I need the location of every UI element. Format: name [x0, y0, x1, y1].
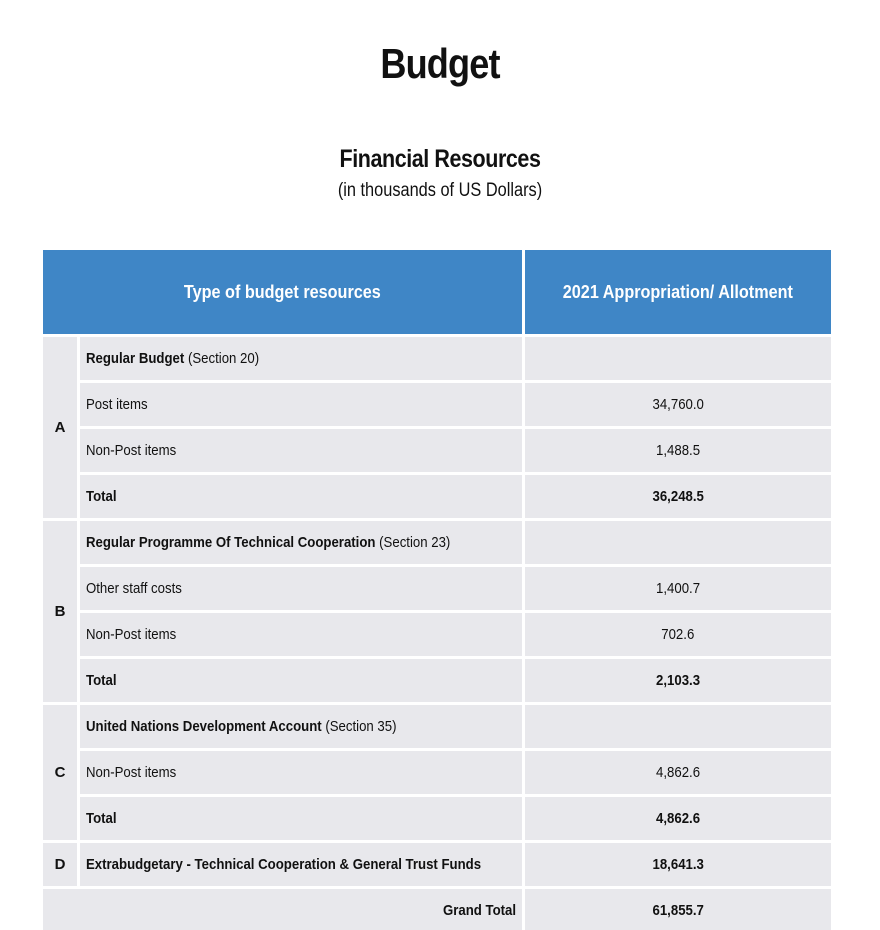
value-cell	[524, 336, 833, 382]
subtitle: (in thousands of US Dollars)	[337, 180, 543, 201]
table-row	[42, 428, 833, 474]
grand-total-label: Grand Total	[42, 888, 524, 930]
row-label: Non-Post items	[79, 750, 524, 796]
total-value: 2,103.3	[524, 658, 833, 704]
table-row-total	[42, 658, 833, 704]
group-heading: United Nations Development Account (Section 35)	[79, 704, 524, 750]
total-label: Total	[79, 474, 524, 520]
budget-table	[40, 247, 834, 930]
grand-total-value: 61,855.7	[524, 888, 833, 930]
value-cell: 702.6	[524, 612, 833, 658]
extrabudgetary-label: Extrabudgetary - Technical Cooperation & General Trust Funds	[79, 842, 524, 888]
value-cell	[524, 704, 833, 750]
table-row-grand-total	[42, 888, 833, 930]
table-row	[42, 750, 833, 796]
page-title: Budget	[380, 40, 500, 87]
row-label: Post items	[79, 382, 524, 428]
group-heading: Regular Programme Of Technical Cooperation (Section 23)	[79, 520, 524, 566]
table-row	[42, 382, 833, 428]
value-cell	[524, 520, 833, 566]
row-label: Other staff costs	[79, 566, 524, 612]
header-type: Type of budget resources	[42, 249, 524, 336]
section-title: Financial Resources	[339, 145, 541, 173]
table-row	[42, 612, 833, 658]
value-cell: 1,400.7	[524, 566, 833, 612]
group-letter: A	[42, 336, 79, 520]
table-row	[42, 704, 833, 750]
value-cell: 34,760.0	[524, 382, 833, 428]
group-letter: B	[42, 520, 79, 704]
value-cell: 1,488.5	[524, 428, 833, 474]
total-label: Total	[79, 658, 524, 704]
total-value: 4,862.6	[524, 796, 833, 842]
table-row-total	[42, 474, 833, 520]
total-label: Total	[79, 796, 524, 842]
row-label: Non-Post items	[79, 428, 524, 474]
group-letter: C	[42, 704, 79, 842]
table-row-extrabudgetary	[42, 842, 833, 888]
table-row	[42, 520, 833, 566]
value-cell: 4,862.6	[524, 750, 833, 796]
extrabudgetary-value: 18,641.3	[524, 842, 833, 888]
group-heading: Regular Budget (Section 20)	[79, 336, 524, 382]
table-row	[42, 336, 833, 382]
group-letter: D	[42, 842, 79, 888]
table-row	[42, 566, 833, 612]
row-label: Non-Post items	[79, 612, 524, 658]
table-header-row	[42, 249, 833, 336]
table-row-total	[42, 796, 833, 842]
total-value: 36,248.5	[524, 474, 833, 520]
header-value: 2021 Appropriation/ Allotment	[524, 249, 833, 336]
